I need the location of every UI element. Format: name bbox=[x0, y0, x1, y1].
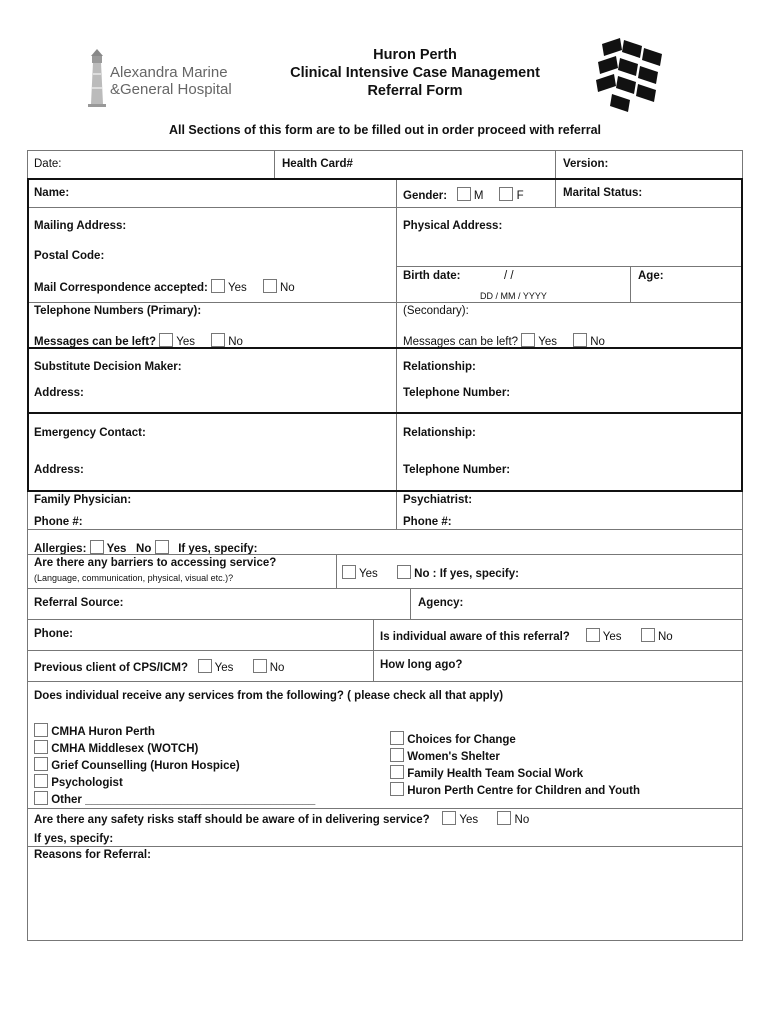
telephone-secondary-label: (Secondary): bbox=[403, 305, 469, 317]
gender-m-checkbox[interactable] bbox=[457, 187, 471, 201]
divider bbox=[29, 302, 741, 303]
service-label: Choices for Change bbox=[407, 734, 516, 746]
service-label: CMHA Huron Perth bbox=[51, 726, 155, 738]
allergies-no-label: No bbox=[136, 543, 152, 555]
divider bbox=[27, 681, 743, 682]
safety-field bbox=[34, 811, 529, 826]
service-label: Other ____________________________________ bbox=[51, 794, 316, 806]
safety-question: Are there any safety risks staff should be aware of in delivering service? bbox=[34, 814, 430, 826]
safety-yes-label: Yes bbox=[459, 814, 479, 826]
mailing-address-label: Mailing Address: bbox=[34, 220, 127, 232]
title-line-3: Referral Form bbox=[367, 83, 463, 99]
service-option[interactable] bbox=[34, 740, 315, 757]
psychiatrist-phone-label: Phone #: bbox=[403, 516, 452, 528]
mail-correspondence-label: Mail Correspondence accepted: bbox=[34, 282, 208, 294]
family-physician-label: Family Physician: bbox=[34, 494, 132, 506]
health-card-label: Health Card# bbox=[282, 158, 353, 170]
service-label: CMHA Middlesex (WOTCH) bbox=[51, 743, 199, 755]
phone-label: Phone: bbox=[34, 628, 73, 640]
service-option[interactable] bbox=[390, 748, 640, 765]
previous-client-field bbox=[34, 659, 284, 674]
divider bbox=[555, 180, 556, 207]
birth-date-slashes: / / bbox=[504, 270, 514, 282]
divider bbox=[27, 846, 743, 847]
messages-secondary-no-label: No bbox=[590, 336, 605, 348]
previous-no-checkbox[interactable] bbox=[253, 659, 267, 673]
barriers-no-label: No : If yes, specify: bbox=[414, 568, 519, 580]
age-label: Age: bbox=[638, 270, 664, 282]
previous-yes-label: Yes bbox=[214, 662, 234, 674]
logo-text bbox=[110, 64, 232, 98]
service-option[interactable] bbox=[390, 765, 640, 782]
divider bbox=[396, 414, 397, 490]
aware-field bbox=[380, 628, 673, 643]
emergency-contact-section bbox=[27, 412, 743, 492]
service-option[interactable] bbox=[34, 723, 315, 740]
divider bbox=[27, 619, 743, 620]
service-option[interactable] bbox=[34, 757, 315, 774]
version-label: Version: bbox=[563, 158, 609, 170]
messages-primary-no-label: No bbox=[228, 336, 243, 348]
birth-date-format: DD / MM / YYYY bbox=[480, 291, 547, 301]
messages-secondary-no-checkbox[interactable] bbox=[573, 333, 587, 347]
physical-address-label: Physical Address: bbox=[403, 220, 503, 232]
mail-yes-label: Yes bbox=[228, 282, 247, 294]
name-label: Name: bbox=[34, 187, 70, 199]
sdm-telephone-label: Telephone Number: bbox=[403, 387, 511, 399]
safety-no-checkbox[interactable] bbox=[497, 811, 511, 825]
family-physician-phone-label: Phone #: bbox=[34, 516, 83, 528]
telephone-primary-label: Telephone Numbers (Primary): bbox=[34, 305, 202, 317]
service-option[interactable] bbox=[390, 731, 640, 748]
divider bbox=[27, 588, 743, 589]
gender-f-label: F bbox=[516, 190, 524, 202]
gender-m-label: M bbox=[473, 190, 484, 202]
psychiatrist-label: Psychiatrist: bbox=[403, 494, 473, 506]
divider bbox=[396, 492, 397, 529]
divider bbox=[27, 554, 743, 555]
service-checkbox[interactable] bbox=[34, 757, 48, 771]
divider bbox=[630, 266, 631, 302]
previous-no-label: No bbox=[269, 662, 285, 674]
service-label: Huron Perth Centre for Children and Youth bbox=[407, 785, 640, 797]
gender-field bbox=[403, 187, 524, 202]
service-checkbox[interactable] bbox=[390, 748, 404, 762]
mail-correspondence-field bbox=[34, 279, 295, 294]
messages-secondary-yes-label: Yes bbox=[538, 336, 558, 348]
services-question: Does individual receive any services from the following? ( please check all that apply) bbox=[34, 690, 504, 702]
service-checkbox[interactable] bbox=[390, 782, 404, 796]
birth-date-label: Birth date: bbox=[403, 270, 461, 282]
messages-primary-field bbox=[34, 333, 243, 348]
emergency-relationship-label: Relationship: bbox=[403, 427, 476, 439]
service-checkbox[interactable] bbox=[390, 731, 404, 745]
divider bbox=[396, 349, 397, 412]
service-checkbox[interactable] bbox=[34, 791, 48, 805]
emergency-address-label: Address: bbox=[34, 464, 84, 476]
sdm-address-label: Address: bbox=[34, 387, 84, 399]
allergies-yes-checkbox[interactable] bbox=[90, 540, 104, 554]
mail-no-label: No bbox=[279, 282, 295, 294]
barriers-yes-label: Yes bbox=[359, 568, 378, 580]
divider bbox=[396, 180, 397, 347]
sdm-relationship-label: Relationship: bbox=[403, 361, 476, 373]
safety-yes-checkbox[interactable] bbox=[442, 811, 456, 825]
divider bbox=[27, 650, 743, 651]
service-checkbox[interactable] bbox=[390, 765, 404, 779]
mail-no-checkbox[interactable] bbox=[263, 279, 277, 293]
messages-secondary-yes-checkbox[interactable] bbox=[521, 333, 535, 347]
divider bbox=[555, 150, 556, 178]
referral-source-label: Referral Source: bbox=[34, 597, 124, 609]
mail-yes-checkbox[interactable] bbox=[211, 279, 225, 293]
emergency-contact-label: Emergency Contact: bbox=[34, 427, 146, 439]
gender-label: Gender: bbox=[403, 190, 448, 202]
divider bbox=[274, 150, 275, 178]
divider bbox=[410, 588, 411, 619]
logo-line-1: Alexandra Marine bbox=[110, 64, 228, 81]
divider bbox=[336, 554, 337, 588]
services-left-list bbox=[34, 723, 315, 808]
service-label: Family Health Team Social Work bbox=[407, 768, 584, 780]
aware-no-checkbox[interactable] bbox=[641, 628, 655, 642]
barriers-no-checkbox[interactable] bbox=[397, 565, 411, 579]
service-label: Grief Counselling (Huron Hospice) bbox=[51, 760, 240, 772]
client-info-section bbox=[27, 178, 743, 349]
allergies-no-checkbox[interactable] bbox=[155, 540, 169, 554]
divider bbox=[27, 529, 743, 530]
barriers-yes-checkbox[interactable] bbox=[342, 565, 356, 579]
previous-client-label: Previous client of CPS/ICM? bbox=[34, 662, 188, 674]
aware-yes-label: Yes bbox=[602, 631, 622, 643]
allergies-specify-label: If yes, specify: bbox=[178, 543, 258, 555]
messages-primary-yes-label: Yes bbox=[176, 336, 196, 348]
service-checkbox[interactable] bbox=[34, 774, 48, 788]
messages-secondary-label: Messages can be left? bbox=[403, 336, 519, 348]
title-line-1: Huron Perth bbox=[373, 47, 457, 63]
barriers-answer-field bbox=[342, 565, 519, 580]
postal-code-label: Postal Code: bbox=[34, 250, 105, 262]
title-line-2: Clinical Intensive Case Management bbox=[290, 65, 540, 81]
lighthouse-icon bbox=[82, 48, 112, 108]
service-option[interactable] bbox=[34, 791, 315, 808]
allergies-yes-label: Yes bbox=[106, 543, 127, 555]
allergies-field bbox=[34, 540, 257, 555]
service-checkbox[interactable] bbox=[34, 723, 48, 737]
previous-yes-checkbox[interactable] bbox=[198, 659, 212, 673]
service-checkbox[interactable] bbox=[34, 740, 48, 754]
service-label: Psychologist bbox=[51, 777, 123, 789]
partner-logo-icon bbox=[592, 38, 668, 114]
gender-f-checkbox[interactable] bbox=[499, 187, 513, 201]
messages-primary-label: Messages can be left? bbox=[34, 336, 157, 348]
barriers-note: (Language, communication, physical, visual etc.)? bbox=[34, 573, 234, 583]
service-option[interactable] bbox=[34, 774, 315, 791]
divider bbox=[29, 207, 741, 208]
aware-no-label: No bbox=[657, 631, 673, 643]
how-long-label: How long ago? bbox=[380, 659, 463, 671]
service-label: Women's Shelter bbox=[407, 751, 500, 763]
aware-yes-checkbox[interactable] bbox=[586, 628, 600, 642]
agency-label: Agency: bbox=[418, 597, 464, 609]
allergies-label: Allergies: bbox=[34, 543, 87, 555]
messages-primary-no-checkbox[interactable] bbox=[211, 333, 225, 347]
substitute-decision-maker-section bbox=[27, 347, 743, 414]
date-label: Date: bbox=[34, 158, 62, 170]
safety-specify-label: If yes, specify: bbox=[34, 833, 114, 845]
reasons-label: Reasons for Referral: bbox=[34, 849, 151, 861]
aware-label: Is individual aware of this referral? bbox=[380, 631, 570, 643]
service-option[interactable] bbox=[390, 782, 640, 799]
sdm-label: Substitute Decision Maker: bbox=[34, 361, 182, 373]
messages-secondary-field bbox=[403, 333, 605, 348]
safety-no-label: No bbox=[514, 814, 530, 826]
divider bbox=[396, 266, 741, 267]
logo-line-2: &General Hospital bbox=[110, 81, 232, 98]
services-right-list bbox=[390, 731, 640, 799]
form-instruction: All Sections of this form are to be filled out in order proceed with referral bbox=[168, 123, 601, 137]
marital-status-label: Marital Status: bbox=[563, 187, 643, 199]
messages-primary-yes-checkbox[interactable] bbox=[159, 333, 173, 347]
divider bbox=[27, 808, 743, 809]
emergency-telephone-label: Telephone Number: bbox=[403, 464, 511, 476]
form-title bbox=[250, 46, 580, 100]
barriers-question: Are there any barriers to accessing service? bbox=[34, 557, 277, 569]
